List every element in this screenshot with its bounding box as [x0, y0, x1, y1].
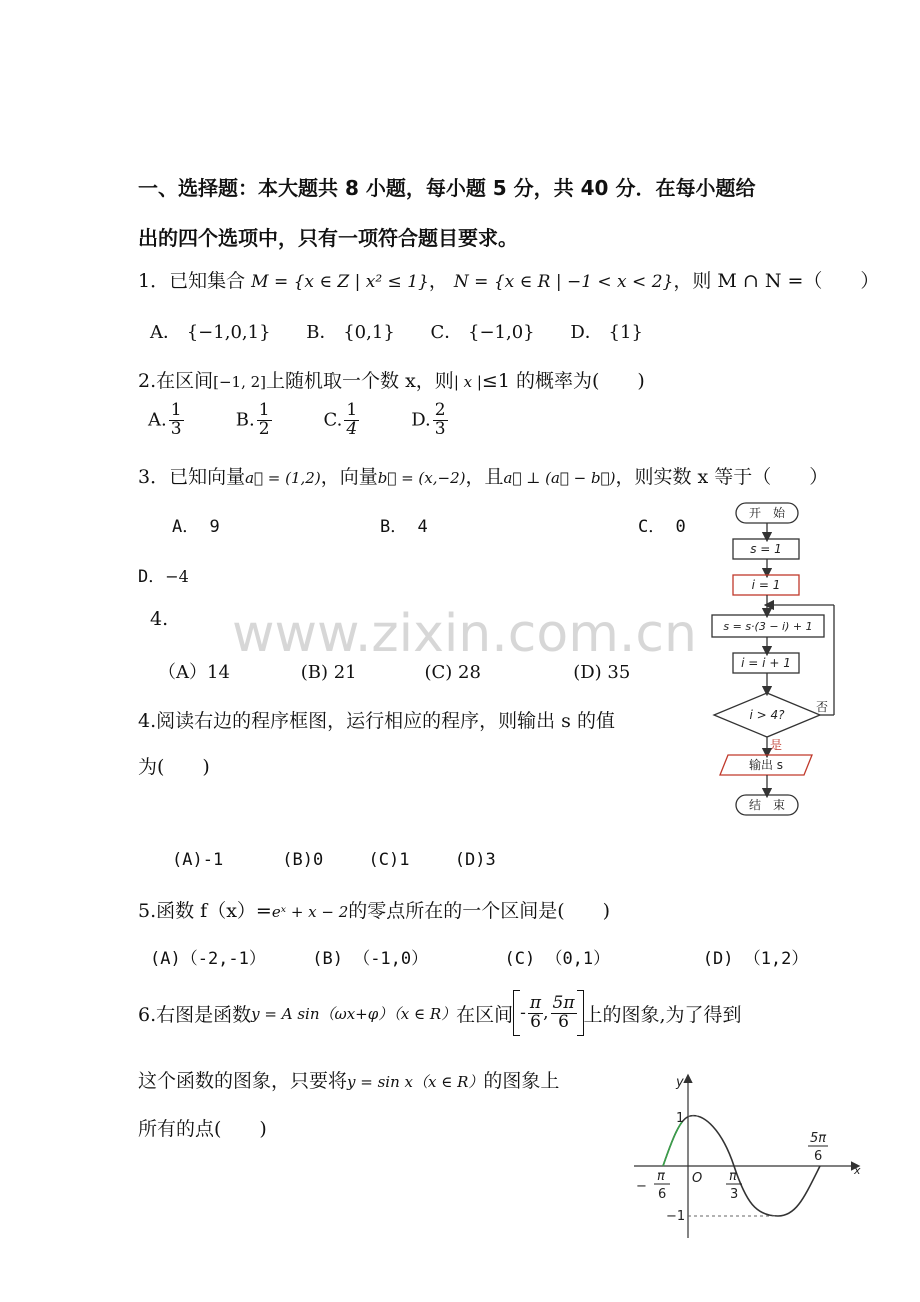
tick-pi3-num: π [729, 1169, 737, 1184]
q1-options [150, 318, 643, 344]
q1-set-m: M = {x ∈ Z | x² ≤ 1} [251, 272, 429, 292]
q5-option-c[interactable]: (C) （0,1） [504, 949, 611, 969]
q1-set-n: N = {x ∈ R | −1 < x < 2} [453, 272, 674, 292]
q4a-option-d[interactable]: (D) 35 [573, 662, 631, 683]
q3-option-b[interactable]: B． 4 [380, 517, 428, 537]
question-6-line2 [138, 1066, 559, 1093]
flow-yes-label: 是 [769, 738, 783, 752]
question-4-line1: 4.阅读右边的程序框图，运行相应的程序，则输出 s 的值 [138, 710, 615, 732]
y-tick-neg-one: −1 [666, 1209, 686, 1224]
q6-stem: 6.右图是函数 [138, 1003, 252, 1026]
question-6: 6.右图是函数 y = A sin（ωx+φ）（x ∈ R） 在区间 - $\frac{\pi}{6}$ , $\frac{5\pi}{6}$ 上的图象,为了得到 [138, 990, 742, 1036]
flow-decision-label: i > 4? [749, 708, 785, 722]
sine-graph [630, 1070, 870, 1240]
q2-option-c-den: 4 [346, 418, 358, 439]
q6-line2-b: 的图象上 [483, 1070, 560, 1092]
y-axis-label: y [676, 1075, 684, 1090]
q6-stem-end: 上的图象,为了得到 [583, 1003, 742, 1026]
q5-option-a[interactable]: (A)（-2,-1） [150, 949, 266, 969]
q2-option-a-num: 1 [170, 400, 182, 420]
q3-stem: 3．已知向量 [138, 466, 246, 488]
q4a-option-c[interactable]: (C) 28 [424, 662, 481, 683]
q2-option-c[interactable] [323, 402, 405, 439]
q2-option-c-label: C. [323, 409, 343, 431]
flow-update-s-label: s = s·(3 − i) + 1 [723, 620, 813, 633]
q1-option-a-value: {−1,0,1} [186, 322, 271, 343]
q4b-option-a[interactable]: (A)-1 [172, 850, 224, 870]
q3-stem-end: ，则实数 x 等于（ ） [615, 466, 829, 488]
flow-start-label: 开 始 [748, 506, 786, 520]
q2-option-b-label: B. [235, 409, 255, 431]
q2-option-b-num: 1 [258, 400, 270, 420]
q2-stem-mid: 上随机取一个数 x，则 [266, 370, 454, 392]
q1-option-b-label[interactable]: B． [306, 322, 338, 343]
q1-stem-end: ，则 M ∩ N =（ ） [673, 270, 880, 292]
q3-vector-a: a⃗ = (1,2) [245, 469, 321, 487]
q5-option-b[interactable]: (B) （-1,0） [312, 949, 429, 969]
q3-option-c[interactable]: C． 0 [638, 517, 686, 537]
q1-stem: 1．已知集合 [138, 270, 246, 292]
tick-neg-pi6-num: π [657, 1169, 665, 1184]
y-tick-one: 1 [676, 1111, 685, 1126]
q6-upper-den: 6 [558, 1011, 569, 1032]
tick-pi3-den: 3 [730, 1187, 739, 1202]
flow-i-init-label: i = 1 [751, 578, 781, 592]
x-axis-label: x [854, 1164, 861, 1177]
section-title-line1: 一、选择题：本大题共 8 小题，每小题 5 分，共 40 分．在每小题给 [138, 176, 756, 200]
q1-option-d-value: {1} [608, 322, 643, 343]
question-4-line2: 为( ) [138, 756, 210, 778]
q6-lower-den: 6 [530, 1011, 541, 1032]
q3-condition: a⃗ ⊥ (a⃗ − b⃗) [503, 469, 616, 487]
q2-option-d-num: 2 [434, 400, 446, 420]
q6-line2-a: 这个函数的图象，只要将 [138, 1070, 348, 1092]
question-6-line3: 所有的点( ) [138, 1118, 267, 1140]
flow-update-i-label: i = i + 1 [741, 656, 791, 670]
q6-left-bracket [513, 990, 520, 1036]
q2-option-b[interactable] [236, 402, 318, 439]
q2-interval: [−1, 2] [213, 373, 267, 391]
q4b-options [172, 850, 496, 870]
q2-option-d-label: D. [411, 409, 431, 431]
q4b-option-b[interactable]: (B)0 [282, 850, 324, 870]
watermark: www.zixin.com.cn [232, 604, 697, 664]
sine-curve-highlight [663, 1122, 682, 1166]
q4b-option-d[interactable]: (D)3 [454, 850, 496, 870]
q5-stem-end: 的零点所在的一个区间是( ) [348, 900, 611, 922]
q3-option-a[interactable]: A． 9 [172, 517, 220, 537]
q6-stem-mid: 在区间 [456, 1003, 514, 1026]
q2-option-a-label: A. [148, 409, 167, 431]
q5-stem: 5.函数 f（x）= [138, 900, 272, 922]
question-2 [138, 366, 645, 393]
q2-option-c-num: 1 [346, 400, 358, 420]
q3-stem-mid1: ，向量 [320, 466, 378, 488]
q2-option-d[interactable] [411, 402, 493, 439]
q1-option-a-label[interactable]: A． [150, 322, 181, 343]
q3-option-d[interactable] [138, 562, 189, 587]
flowchart [700, 495, 850, 825]
question-3 [138, 462, 828, 489]
q4a-option-b[interactable]: (B) 21 [300, 662, 357, 683]
q2-options [148, 402, 493, 439]
flow-end-label: 结 束 [748, 798, 786, 812]
tick-neg-pi6-den: 6 [658, 1187, 667, 1202]
q5-options [150, 944, 808, 969]
q2-stem-end: ≤1 的概率为( ) [481, 370, 645, 392]
q6-lower-sign: - [520, 1003, 526, 1023]
section-title-line2: 出的四个选项中，只有一项符合题目要求。 [138, 226, 518, 250]
question-1 [138, 266, 879, 293]
q4b-option-c[interactable]: (C)1 [368, 850, 410, 870]
q4a-options [158, 658, 630, 684]
q1-separator: ， [428, 270, 448, 292]
q1-option-c-value: {−1,0} [468, 322, 535, 343]
q1-option-c-label[interactable]: C． [430, 322, 463, 343]
q6-line2-func: y = sin x（x ∈ R） [347, 1073, 484, 1091]
question-4-fragment: 4. [150, 608, 169, 630]
q1-option-b-value: {0,1} [343, 322, 395, 343]
q6-right-bracket [577, 990, 584, 1036]
q3-stem-mid2: ，且 [465, 466, 504, 488]
q3-vector-b: b⃗ = (x,−2) [377, 469, 466, 487]
q3-option-d-value: −4 [165, 567, 189, 586]
q6-lower-num: π [529, 992, 542, 1013]
q2-abs: | x | [453, 373, 482, 391]
tick-5pi6-num: 5π [810, 1131, 827, 1146]
q2-option-a-den: 3 [170, 418, 182, 439]
tick-neg-pi6-sign: − [636, 1179, 647, 1194]
flow-s-init-label: s = 1 [750, 542, 782, 556]
q2-option-b-den: 2 [258, 418, 270, 439]
q2-option-d-den: 3 [434, 418, 446, 439]
q6-function: y = A sin（ωx+φ）（x ∈ R） [251, 1004, 457, 1023]
q4a-option-a[interactable]: （A）14 [158, 662, 230, 683]
flow-output-label: 输出 s [748, 758, 784, 772]
q5-option-d[interactable]: (D) （1,2） [702, 949, 809, 969]
question-5 [138, 896, 610, 923]
q2-stem: 2.在区间 [138, 370, 214, 392]
tick-5pi6-den: 6 [814, 1149, 823, 1164]
q2-option-a[interactable] [148, 402, 230, 439]
q3-option-d-label: D． [138, 567, 166, 587]
origin-label: O [692, 1171, 703, 1186]
flow-no-label: 否 [815, 700, 829, 714]
q1-option-d-label[interactable]: D． [570, 322, 603, 343]
q6-upper-num: 5π [552, 992, 575, 1013]
q5-expression: eˣ + x − 2 [271, 903, 349, 921]
